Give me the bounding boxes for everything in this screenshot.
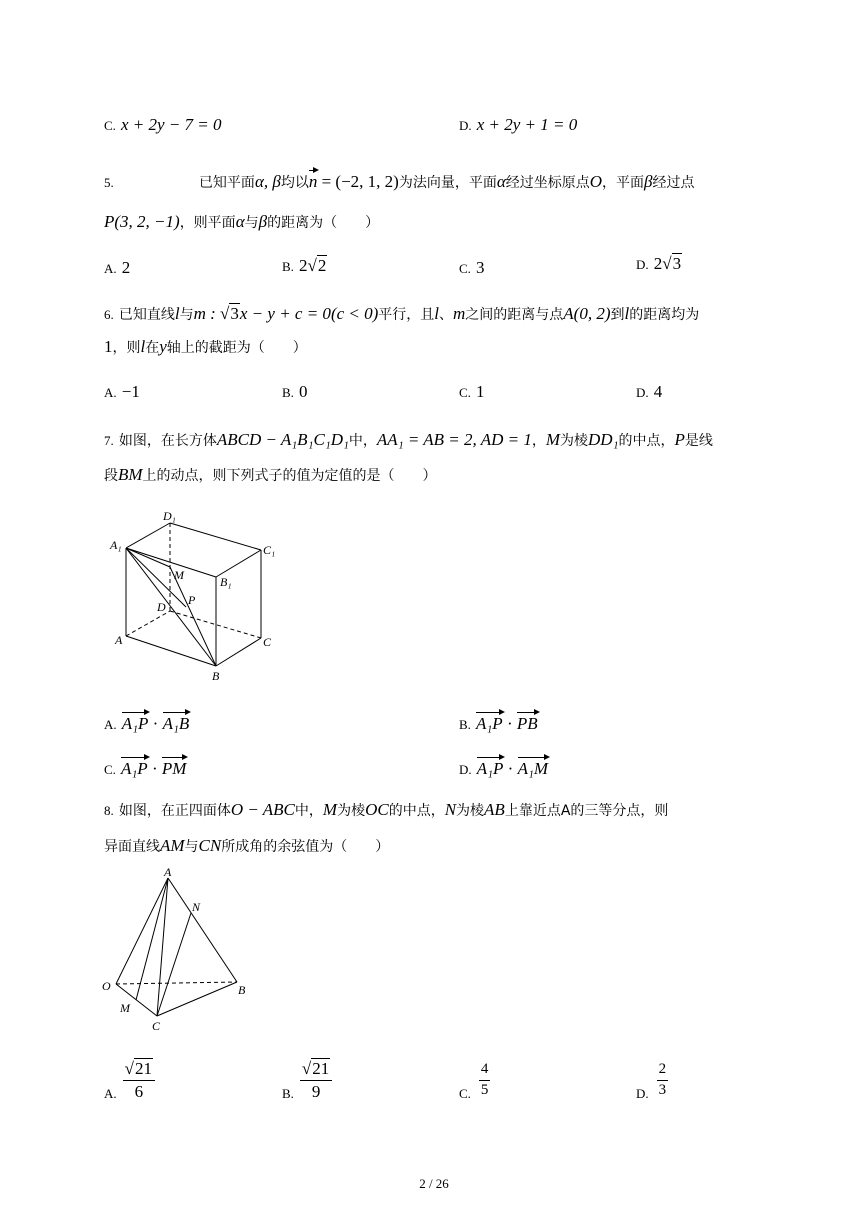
label-p: P [188,593,196,607]
label-c1: C₁ [263,543,276,557]
q5-option-c: C. 3 [459,258,485,277]
label-b: B [238,983,246,997]
sqrt-sign-icon: √ [662,254,672,273]
sqrt-sign-icon: √ [124,1058,134,1078]
q5-option-d: D. 2√3 [636,254,682,273]
label-a1: A₁ [110,538,122,552]
q7-stem-line2: 段BM上的动点，则下列式子的值为定值的是（ ） [104,465,437,484]
label-d1: D₁ [163,509,176,523]
edge-b1c1 [216,550,261,577]
edge-d1c1 [170,523,261,550]
edge-cb [157,982,237,1016]
q5-stem-line1: 5. 已知平面α, β均以n = (−2, 1, 2)为法向量，平面α经过坐标原点O，平面β经过点 [104,172,695,191]
q7-option-b: B. A₁P · PB [459,714,538,733]
sqrt-sign-icon: √ [301,1058,312,1078]
hidden-edge-ad [126,611,170,636]
label-d: D [157,600,166,614]
segment-cn [157,913,191,1016]
label-o: O [102,979,111,993]
q7-option-a: A. A₁P · A₁B [104,714,190,733]
q6-option-b: B. 0 [282,382,308,401]
q8-option-c: C. $\frac{4}{5}$ [459,1060,489,1101]
label-m: M [120,1001,130,1015]
q7-stem-line1: 7. 如图，在长方体ABCD − A₁B₁C₁D₁中，AA₁ = AB = 2, AD = 1，M为棱DD₁的中点，P是线 [104,430,713,449]
label-m: M [174,568,184,582]
q6-stem-line1: 6. 已知直线l与m : √3x − y + c = 0(c < 0)平行，且l、m之间的距离与点A(0, 2)到l的距离均为 [104,304,700,323]
q7-option-c: C. A₁P · PM [104,759,187,778]
label-a: A [115,633,123,647]
edge-bc [216,638,261,666]
q6-stem-line2: 1，则l在y轴上的截距为（ ） [104,337,307,356]
segment-a1b [126,548,216,666]
q8-stem-line1: 8. 如图，在正四面体O − ABC中，M为棱OC的中点，N为棱AB上靠近点A的三等分点，则 [104,800,669,819]
label-a: A [164,865,172,879]
label-b1: B₁ [220,575,232,589]
sqrt-sign-icon: √ [220,304,230,323]
normal-vector-n: n [308,172,318,191]
q8-stem-line2: 异面直线AM与CN所成角的余弦值为（ ） [104,836,390,855]
edge-ab [126,636,216,666]
q8-option-d: D. $\frac{2}{3}$ [636,1060,667,1101]
q8-option-b: B. $\frac{√21}{9}$ [282,1055,332,1105]
q4-option-c: C. x + 2y − 7 = 0 [104,115,222,134]
label-c: C [152,1019,161,1033]
q5-option-b: B. 2√2 [282,256,327,275]
edge-ao [116,878,168,984]
q7-option-d: D. A₁P · A₁M [459,759,549,778]
q6-option-c: C. 1 [459,382,485,401]
q5-stem-line2: P(3, 2, −1)，则平面α与β的距离为（ ） [104,212,380,231]
sqrt-sign-icon: √ [307,256,317,275]
label-b: B [212,669,220,683]
edge-a1b1 [126,548,216,577]
cuboid-figure [108,506,283,686]
label-c: C [263,635,272,649]
q6-option-a: A. −1 [104,382,140,401]
hidden-edge-ob [116,982,237,984]
label-n: N [192,900,201,914]
segment-a1m [126,548,170,567]
page-number: 2 / 26 [419,1176,449,1191]
tetrahedron-figure [98,864,258,1036]
edge-a1d1 [126,523,170,548]
q4-option-d: D. x + 2y + 1 = 0 [459,115,578,134]
q8-option-a: A. $\frac{√21}{6}$ [104,1055,155,1105]
q5-option-a: A. 2 [104,258,131,277]
q6-option-d: D. 4 [636,382,663,401]
edge-ab [168,878,237,982]
